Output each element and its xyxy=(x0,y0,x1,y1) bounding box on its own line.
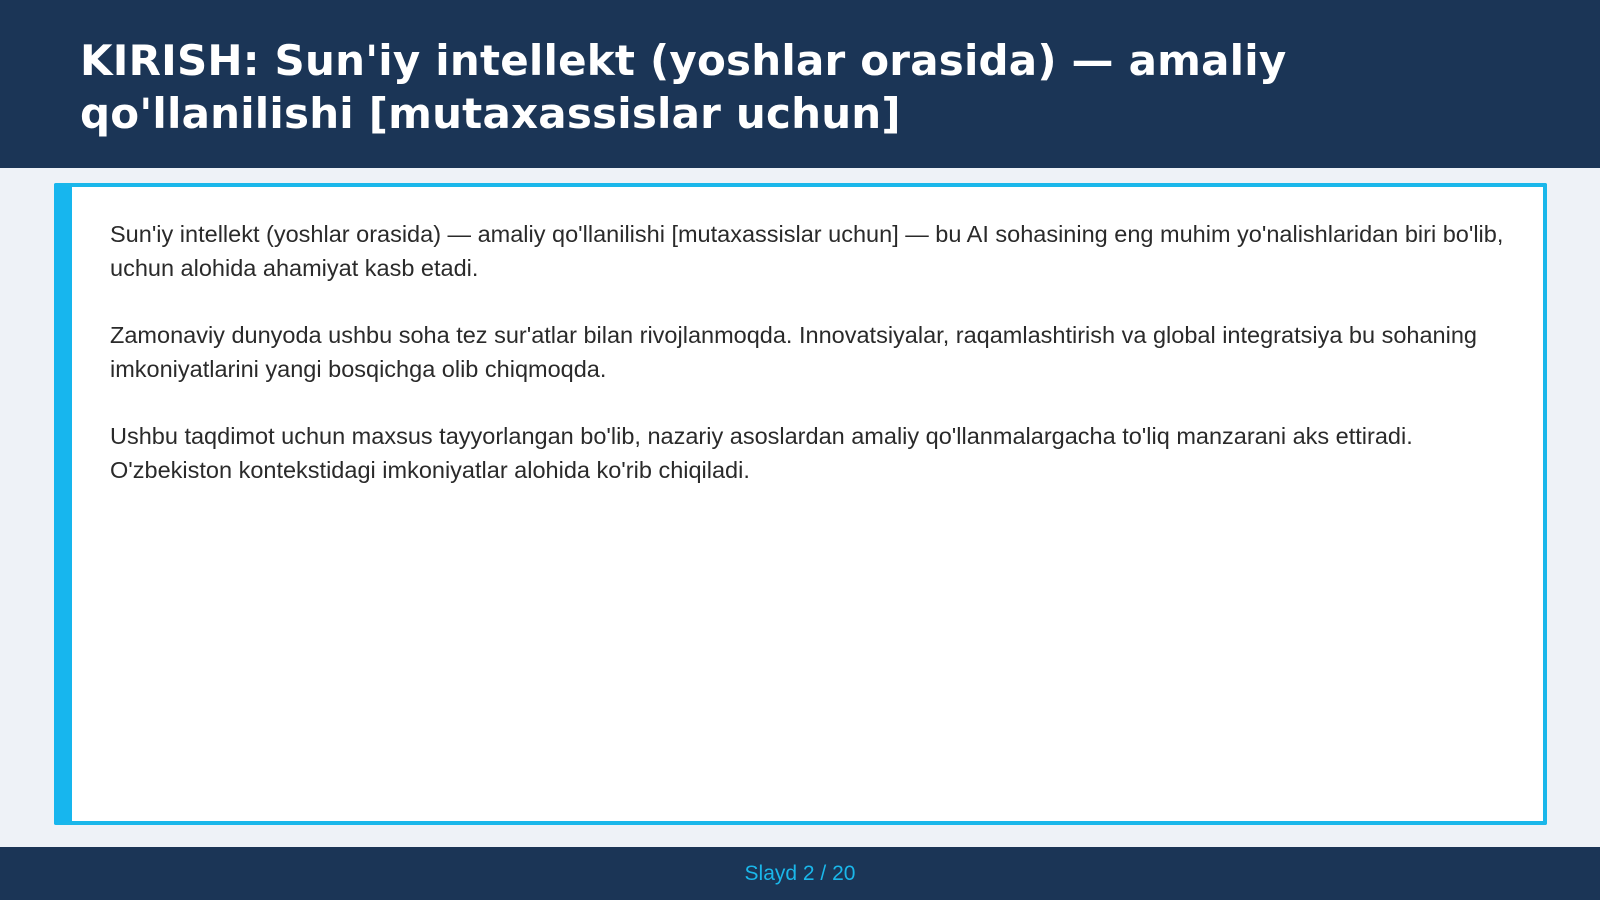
paragraph-modern-world: Zamonaviy dunyoda ushbu soha tez sur'atlar bilan rivojlanmoqda. Innovatsiyalar, raqamlashtirish va global integratsiya bu sohaning imkoniyatlarini yangi bosqichga olib chiqmoqda. xyxy=(110,322,1477,382)
content-box xyxy=(54,183,1547,825)
slide-counter: Slayd 2 / 20 xyxy=(744,861,856,885)
slide-footer xyxy=(0,847,1600,900)
paragraph-intro: Sun'iy intellekt (yoshlar orasida) — amaliy qo'llanilishi [mutaxassislar uchun] — bu AI sohasining eng muhim yo'nalishlaridan biri bo'lib, uchun alohida ahamiyat kasb etadi. xyxy=(110,221,1504,281)
slide-title: KIRISH: Sun'iy intellekt (yoshlar orasida) — amaliy qo'llanilishi [mutaxassislar uchun] xyxy=(80,36,1287,138)
paragraph-presentation: Ushbu taqdimot uchun maxsus tayyorlangan bo'lib, nazariy asoslardan amaliy qo'llanmalargacha to'liq manzarani aks ettiradi. O'zbekiston kontekstidagi imkoniyatlar alohida ko'rib chiqiladi. xyxy=(110,423,1413,483)
slide-header xyxy=(0,0,1600,168)
